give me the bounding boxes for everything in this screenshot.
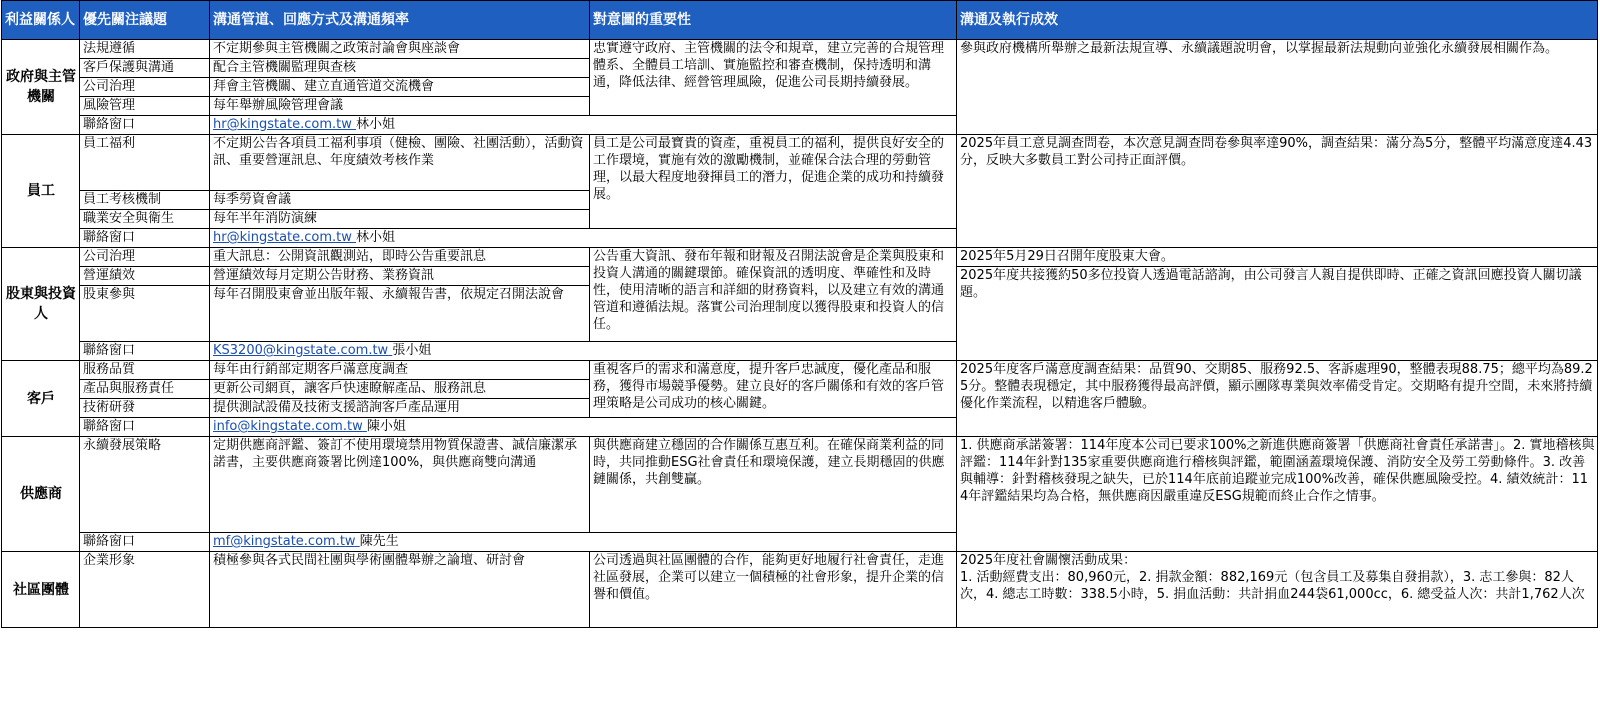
- channel-cell: 不定期參與主管機關之政策討論會與座談會: [210, 40, 590, 59]
- importance-cell: 與供應商建立穩固的合作關係互惠互利。在確保商業利益的同時，共同推動ESG社會責任和環境保護，建立長期穩固的供應鏈關係，共創雙贏。: [590, 437, 957, 533]
- contact-person: 林小姐: [356, 230, 396, 245]
- importance-cell: 忠實遵守政府、主管機關的法令和規章，建立完善的合規管理體系、全體員工培訓、實施監控和審查機制，保持透明和溝通，降低法律、經營管理風險，促進公司長期持續發展。: [590, 40, 957, 116]
- result-cell: 參與政府機構所舉辦之最新法規宣導、永續議題說明會，以掌握最新法規動向並強化永續發展相關作為。: [957, 40, 1598, 135]
- result-cell: 1. 供應商承諾簽署：114年度本公司已要求100%之新進供應商簽署「供應商社會責任承諾書」。2. 實地稽核與評鑑：114年針對135家重要供應商進行稽核與評鑑，範圍涵蓋環境保護、消防安全及勞工勞動條件。3. 改善與輔導：針對稽核發現之缺失，已於114年底前追蹤並完成100%改善，確保供應風險受控。4. 績效統計：114年評鑑結果均為合格，無供應商因嚴重違反ESG規範而終止合作之情事。: [957, 437, 1598, 552]
- stakeholder-customers: 客戶: [2, 361, 80, 437]
- channel-cell: 每年半年消防演練: [210, 210, 590, 229]
- table-row: [2, 248, 1598, 267]
- header-result: 溝通及執行成效: [957, 1, 1598, 40]
- contact-email-link[interactable]: hr@kingstate.com.tw: [213, 230, 352, 245]
- topic-cell: 股東參與: [80, 286, 210, 342]
- stakeholder-table: [1, 0, 1598, 628]
- contact-label: 聯絡窗口: [80, 116, 210, 135]
- contact-email-link[interactable]: KS3200@kingstate.com.tw: [213, 343, 389, 358]
- topic-cell: 員工考核機制: [80, 191, 210, 210]
- topic-cell: 企業形象: [80, 552, 210, 628]
- topic-cell: 公司治理: [80, 78, 210, 97]
- contact-label: 聯絡窗口: [80, 533, 210, 552]
- channel-cell: 拜會主管機關、建立直通管道交流機會: [210, 78, 590, 97]
- channel-cell: 重大訊息：公開資訊觀測站，即時公告重要訊息: [210, 248, 590, 267]
- importance-cell: 員工是公司最寶貴的資產，重視員工的福利，提供良好安全的工作環境，實施有效的激勵機制，並確保合法合理的勞動管理，以最大程度地發揮員工的潛力，促進企業的成功和持續發展。: [590, 135, 957, 229]
- channel-cell: 不定期公告各項員工福利事項（健檢、團險、社團活動），活動資訊、重要營運訊息、年度績效考核作業: [210, 135, 590, 191]
- topic-cell: 服務品質: [80, 361, 210, 380]
- topic-cell: 客戶保護與溝通: [80, 59, 210, 78]
- result-cell: 2025年度客戶滿意度調查結果：品質90、交期85、服務92.5、客訴處理90，整體表現88.75；總平均為89.25分。整體表現穩定，其中服務獲得最高評價，顯示團隊專業與效率備受肯定。交期略有提升空間，未來將持續優化作業流程，以精進客戶體驗。: [957, 361, 1598, 437]
- contact-label: 聯絡窗口: [80, 229, 210, 248]
- channel-cell: 更新公司網頁，讓客戶快速瞭解產品、服務訊息: [210, 380, 590, 399]
- topic-cell: 風險管理: [80, 97, 210, 116]
- header-importance: 對意圖的重要性: [590, 1, 957, 40]
- stakeholder-community: 社區團體: [2, 552, 80, 628]
- contact-person: 張小姐: [392, 343, 432, 358]
- contact-cell: [210, 533, 957, 552]
- channel-cell: 提供測試設備及技術支援諮詢客戶產品運用: [210, 399, 590, 418]
- contact-email-link[interactable]: info@kingstate.com.tw: [213, 419, 363, 434]
- header-channel: 溝通管道、回應方式及溝通頻率: [210, 1, 590, 40]
- result-cell: 2025年員工意見調查問卷，本次意見調查問卷參與率達90%，調查結果：滿分為5分，整體平均滿意度達4.43分，反映大多數員工對公司持正面評價。: [957, 135, 1598, 248]
- importance-cell: 公告重大資訊、發布年報和財報及召開法說會是企業與股東和投資人溝通的關鍵環節。確保資訊的透明度、準確性和及時性，使用清晰的語言和詳細的財務資料，以及建立有效的溝通管道和遵循法規。落實公司治理制度以獲得股東和投資人的信任。: [590, 248, 957, 342]
- table-row: [2, 135, 1598, 191]
- result-cell: 2025年度社會關懷活動成果： 1. 活動經費支出：80,960元，2. 捐款金額：882,169元（包含員工及募集自發捐款），3. 志工參與：82人次，4. 總志工時數：338.5小時，5. 捐血活動：共計捐血244袋61,000cc，6. 總受益人次：共計1,762人次: [957, 552, 1598, 628]
- channel-cell: 每年召開股東會並出版年報、永續報告書，依規定召開法說會: [210, 286, 590, 342]
- stakeholder-suppliers: 供應商: [2, 437, 80, 552]
- contact-cell: [210, 229, 957, 248]
- importance-cell: 重視客戶的需求和滿意度，提升客戶忠誠度，優化產品和服務，獲得市場競爭優勢。建立良好的客戶關係和有效的客戶管理策略是公司成功的核心關鍵。: [590, 361, 957, 418]
- topic-cell: 法規遵循: [80, 40, 210, 59]
- contact-cell: [210, 418, 957, 437]
- topic-cell: 職業安全與衛生: [80, 210, 210, 229]
- channel-cell: 配合主管機關監理與查核: [210, 59, 590, 78]
- contact-person: 林小姐: [356, 117, 396, 132]
- channel-cell: 積極參與各式民間社團與學術團體舉辦之論壇、研討會: [210, 552, 590, 628]
- contact-person: 陳先生: [359, 534, 399, 549]
- importance-cell: 公司透過與社區團體的合作，能夠更好地履行社會責任，走進社區發展，企業可以建立一個積極的社會形象，提升企業的信譽和價值。: [590, 552, 957, 628]
- topic-cell: 營運績效: [80, 267, 210, 286]
- stakeholder-shareholders: 股東與投資人: [2, 248, 80, 361]
- topic-cell: 產品與服務責任: [80, 380, 210, 399]
- channel-cell: 每季勞資會議: [210, 191, 590, 210]
- channel-cell: 每年舉辦風險管理會議: [210, 97, 590, 116]
- contact-cell: [210, 116, 957, 135]
- stakeholder-government: 政府與主管機關: [2, 40, 80, 135]
- result-cell: 2025年5月29日召開年度股東大會。: [957, 248, 1598, 267]
- channel-cell: 營運績效每月定期公告財務、業務資訊: [210, 267, 590, 286]
- channel-cell: 定期供應商評鑑、簽訂不使用環境禁用物質保證書、誠信廉潔承諾書，主要供應商簽署比例達100%，與供應商雙向溝通: [210, 437, 590, 533]
- contact-label: 聯絡窗口: [80, 418, 210, 437]
- header-stakeholder: 利益關係人: [2, 1, 80, 40]
- topic-cell: 永續發展策略: [80, 437, 210, 533]
- contact-person: 陳小姐: [366, 419, 406, 434]
- topic-cell: 技術研發: [80, 399, 210, 418]
- contact-email-link[interactable]: mf@kingstate.com.tw: [213, 534, 356, 549]
- header-row: [2, 1, 1598, 40]
- result-cell: 2025年度共接獲約50多位投資人透過電話諮詢，由公司發言人親自提供即時、正確之資訊回應投資人關切議題。: [957, 267, 1598, 361]
- table-row: [2, 361, 1598, 380]
- table-row: [2, 40, 1598, 59]
- table-row: [2, 437, 1598, 533]
- header-topic: 優先關注議題: [80, 1, 210, 40]
- contact-cell: [210, 342, 957, 361]
- topic-cell: 員工福利: [80, 135, 210, 191]
- channel-cell: 每年由行銷部定期客戶滿意度調查: [210, 361, 590, 380]
- contact-label: 聯絡窗口: [80, 342, 210, 361]
- topic-cell: 公司治理: [80, 248, 210, 267]
- stakeholder-employees: 員工: [2, 135, 80, 248]
- table-row: [2, 552, 1598, 628]
- contact-email-link[interactable]: hr@kingstate.com.tw: [213, 117, 352, 132]
